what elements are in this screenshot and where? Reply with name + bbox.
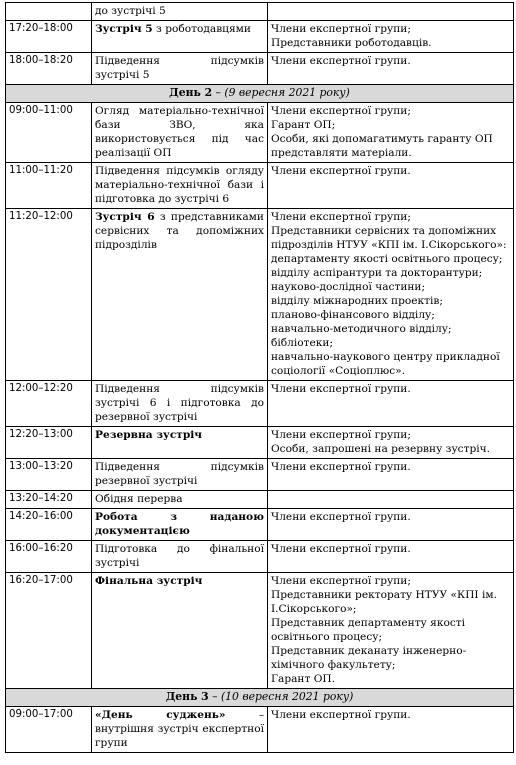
event-cell bbox=[92, 381, 268, 427]
time-cell: 13:00–13:20 bbox=[6, 459, 92, 491]
time-cell: 12:00–12:20 bbox=[6, 381, 92, 427]
day-header-row bbox=[6, 85, 514, 103]
event-cell bbox=[92, 509, 268, 541]
participants-cell bbox=[268, 209, 514, 381]
event-cell bbox=[92, 541, 268, 573]
participant-line: відділу аспірантури та докторантури; bbox=[271, 267, 483, 279]
participant-line: Члени експертної групи. bbox=[271, 165, 411, 177]
schedule-row bbox=[6, 427, 514, 459]
participant-line: навчально-методичного відділу; bbox=[271, 323, 452, 335]
time-cell: 09:00–17:00 bbox=[6, 707, 92, 753]
participants-cell bbox=[268, 509, 514, 541]
event-cell bbox=[92, 3, 268, 21]
event-cell bbox=[92, 459, 268, 491]
participant-line: науково-дослідної частини; bbox=[271, 281, 426, 293]
participant-line: Члени експертної групи. bbox=[271, 383, 411, 395]
participant-line: Члени експертної групи. bbox=[271, 55, 411, 67]
event-cell bbox=[92, 163, 268, 209]
day-dash: – bbox=[208, 690, 221, 703]
participants-cell bbox=[268, 381, 514, 427]
event-title: Резервна зустріч bbox=[95, 429, 203, 441]
participant-line: Представники роботодавців. bbox=[271, 37, 432, 49]
participant-line: Гарант ОП. bbox=[271, 673, 336, 685]
participants-cell bbox=[268, 491, 514, 509]
event-cell bbox=[92, 427, 268, 459]
participant-line: Члени експертної групи. bbox=[271, 511, 411, 523]
day-dash: – bbox=[212, 86, 225, 99]
participants-cell bbox=[268, 573, 514, 689]
event-text: Підведення підсумків резервної зустрічі bbox=[95, 461, 264, 487]
participant-line: Члени експертної групи; bbox=[271, 23, 411, 35]
schedule-row bbox=[6, 21, 514, 53]
participants-cell bbox=[268, 459, 514, 491]
participant-line: відділу міжнародних проектів; bbox=[271, 295, 443, 307]
participant-line: Члени експертної групи; bbox=[271, 575, 411, 587]
schedule-row bbox=[6, 573, 514, 689]
participant-line: Представники ректорату НТУУ «КПІ ім. І.Сікорського»; bbox=[271, 589, 497, 615]
participant-line: Члени експертної групи. bbox=[271, 543, 411, 555]
participants-cell bbox=[268, 541, 514, 573]
event-text: Підготовка до фінальної зустрічі bbox=[95, 543, 264, 569]
day-header-row bbox=[6, 689, 514, 707]
participant-line: Члени експертної групи; bbox=[271, 105, 411, 117]
event-text: Обідня перерва bbox=[95, 493, 183, 505]
participant-line: Представники сервісних та допоміжних підрозділів НТУУ «КПІ ім. І.Сікорського»: bbox=[271, 225, 507, 251]
participant-line: планово-фінансового відділу; bbox=[271, 309, 435, 321]
event-cell bbox=[92, 209, 268, 381]
event-text: Підведення підсумків зустрічі 5 bbox=[95, 55, 264, 81]
time-cell: 17:20–18:00 bbox=[6, 21, 92, 53]
participant-line: Особи, які допомагатимуть гаранту ОП представляти матеріали. bbox=[271, 133, 493, 159]
event-text: Огляд матеріально-технічної бази ЗВО, яка використовується під час реалізації ОП bbox=[95, 105, 264, 159]
time-cell: 11:00–11:20 bbox=[6, 163, 92, 209]
schedule-row bbox=[6, 491, 514, 509]
event-text: з представниками сервісних та допоміжних підрозділів bbox=[95, 211, 264, 251]
participant-line: Гарант ОП; bbox=[271, 119, 336, 131]
participant-line: Представник деканату інженерно-хімічного факультету; bbox=[271, 645, 467, 671]
participant-line: Члени експертної групи. bbox=[271, 709, 411, 721]
day-date: (10 вересня 2021 року) bbox=[220, 690, 354, 703]
time-cell: 18:00–18:20 bbox=[6, 53, 92, 85]
time-cell: 13:20–14:20 bbox=[6, 491, 92, 509]
event-text: Підведення підсумків зустрічі 6 і підготовка до резервної зустрічі bbox=[95, 383, 264, 423]
event-text: Підведення підсумків огляду матеріально-технічної бази і підготовка до зустрічі 6 bbox=[95, 165, 264, 205]
participants-cell bbox=[268, 427, 514, 459]
event-title: Фінальна зустріч bbox=[95, 575, 203, 587]
day-label: День 2 bbox=[169, 86, 213, 99]
schedule-document bbox=[5, 2, 513, 753]
day-date: (9 вересня 2021 року) bbox=[224, 86, 350, 99]
participant-line: Члени експертної групи; bbox=[271, 429, 411, 441]
event-cell bbox=[92, 53, 268, 85]
time-cell: 16:20–17:00 bbox=[6, 573, 92, 689]
schedule-body bbox=[6, 3, 514, 753]
participant-line: Особи, запрошені на резервну зустріч. bbox=[271, 443, 491, 455]
participant-line: навчально-наукового центру прикладної соціології «Соціоплюс». bbox=[271, 351, 500, 377]
schedule-row bbox=[6, 209, 514, 381]
event-title: Робота з наданою документацією bbox=[95, 511, 264, 537]
schedule-row bbox=[6, 509, 514, 541]
schedule-row bbox=[6, 3, 514, 21]
participant-line: Члени експертної групи. bbox=[271, 461, 411, 473]
schedule-row bbox=[6, 541, 514, 573]
schedule-row bbox=[6, 707, 514, 753]
schedule-row bbox=[6, 381, 514, 427]
time-cell bbox=[6, 3, 92, 21]
event-title: Зустріч 5 bbox=[95, 23, 153, 35]
participants-cell bbox=[268, 53, 514, 85]
time-cell: 09:00–11:00 bbox=[6, 103, 92, 163]
event-cell bbox=[92, 21, 268, 53]
participants-cell bbox=[268, 21, 514, 53]
event-text: – внутрішня зустріч експертної групи bbox=[95, 709, 264, 749]
day-header bbox=[6, 689, 514, 707]
schedule-row bbox=[6, 163, 514, 209]
day-label: День 3 bbox=[165, 690, 209, 703]
event-title: Зустріч 6 bbox=[95, 211, 155, 223]
event-cell bbox=[92, 707, 268, 753]
participant-line: Члени експертної групи; bbox=[271, 211, 411, 223]
event-cell bbox=[92, 491, 268, 509]
schedule-row bbox=[6, 53, 514, 85]
participants-cell bbox=[268, 3, 514, 21]
participant-line: Представник департаменту якості освітнього процесу; bbox=[271, 617, 466, 643]
schedule-row bbox=[6, 103, 514, 163]
participants-cell bbox=[268, 163, 514, 209]
event-cell bbox=[92, 103, 268, 163]
participant-line: бібліотеки; bbox=[271, 337, 334, 349]
time-cell: 12:20–13:00 bbox=[6, 427, 92, 459]
participants-cell bbox=[268, 103, 514, 163]
day-header bbox=[6, 85, 514, 103]
event-text: до зустрічі 5 bbox=[95, 5, 166, 17]
time-cell: 11:20–12:00 bbox=[6, 209, 92, 381]
participant-line: департаменту якості освітнього процесу; bbox=[271, 253, 503, 265]
event-text: з роботодавцями bbox=[152, 23, 251, 35]
schedule-table bbox=[5, 2, 514, 753]
time-cell: 14:20–16:00 bbox=[6, 509, 92, 541]
time-cell: 16:00–16:20 bbox=[6, 541, 92, 573]
event-cell bbox=[92, 573, 268, 689]
event-title: «День суджень» bbox=[95, 709, 226, 721]
participants-cell bbox=[268, 707, 514, 753]
schedule-row bbox=[6, 459, 514, 491]
